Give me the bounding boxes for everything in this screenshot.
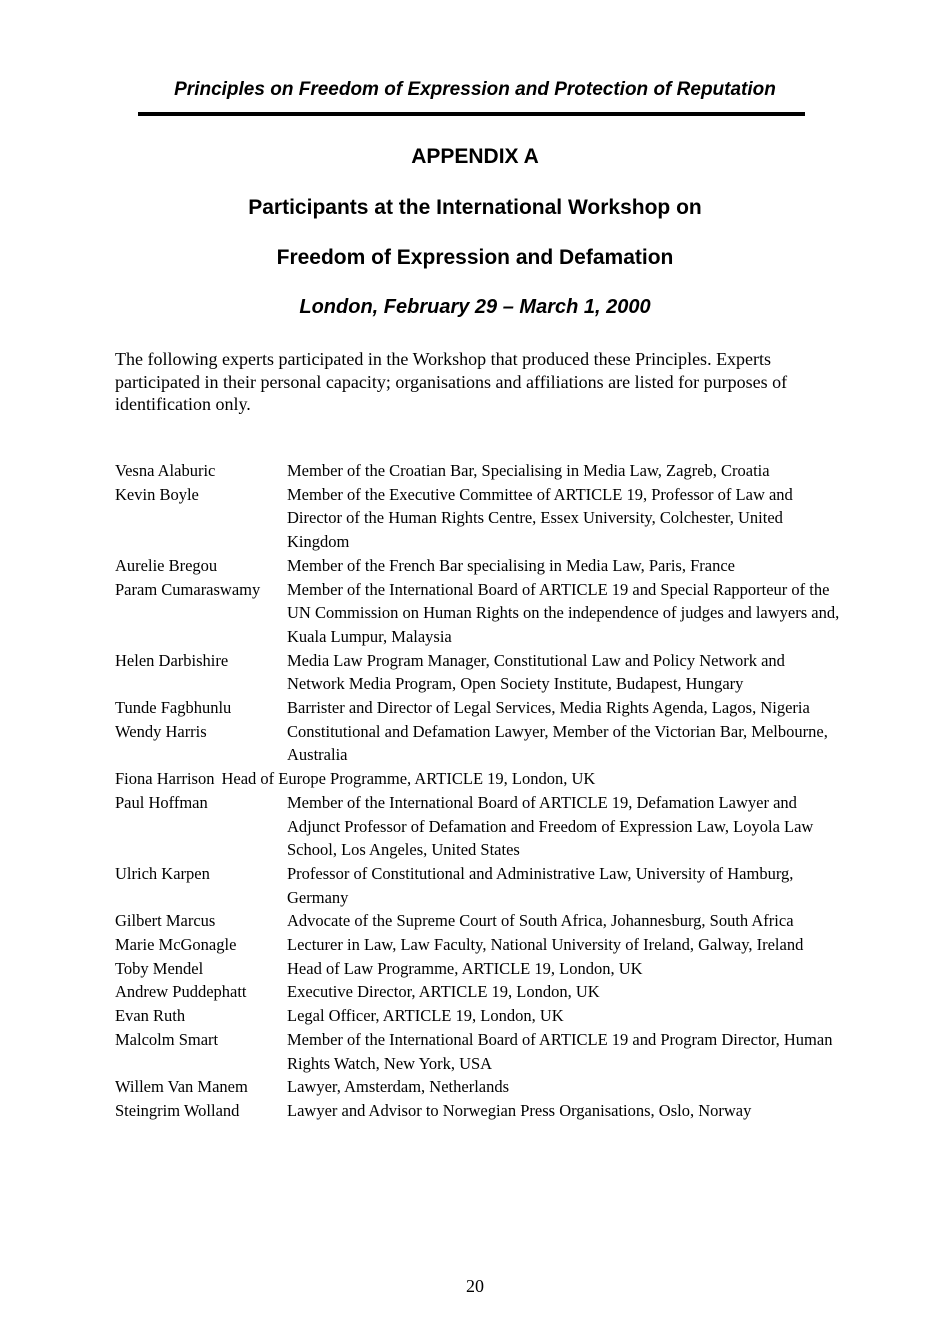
participant-name: Willem Van Manem bbox=[115, 1077, 248, 1097]
participant-affiliation: Member of the Executive Committee of ARTICLE 19, Professor of Law and Director of the Human Rights Centre, Essex University, Colchester, United Kingdom bbox=[287, 484, 793, 552]
page-number: 20 bbox=[466, 1276, 484, 1296]
participant-affiliation: Member of the International Board of ARTICLE 19 and Program Director, Human Rights Watch, New York, USA bbox=[287, 1029, 833, 1073]
participant-name: Aurelie Bregou bbox=[115, 555, 218, 575]
participant-row bbox=[115, 459, 840, 483]
participant-name: Vesna Alaburic bbox=[115, 461, 216, 480]
participant-row bbox=[115, 1099, 840, 1123]
participant-name: Marie McGonagle bbox=[115, 935, 237, 955]
participant-name: Gilbert Marcus bbox=[115, 911, 216, 931]
participant-name: Evan Ruth bbox=[115, 1006, 186, 1026]
participant-name: Tunde Fagbhunlu bbox=[115, 698, 232, 718]
participant-row bbox=[115, 720, 840, 767]
participant-affiliation: Legal Officer, ARTICLE 19, London, UK bbox=[287, 1006, 564, 1026]
participant-row bbox=[115, 980, 840, 1004]
participant-affiliation: Lawyer and Advisor to Norwegian Press Organisations, Oslo, Norway bbox=[287, 1100, 752, 1120]
participant-row bbox=[115, 696, 840, 720]
participant-row bbox=[115, 483, 840, 554]
participant-row bbox=[115, 933, 840, 957]
appendix-title: APPENDIX A bbox=[411, 145, 539, 168]
participant-name: Fiona Harrison bbox=[115, 769, 215, 789]
running-header: Principles on Freedom of Expression and Protection of Reputation bbox=[174, 79, 776, 100]
participant-row bbox=[115, 1004, 840, 1028]
participant-row bbox=[115, 1028, 840, 1075]
participant-affiliation: Media Law Program Manager, Constitutional Law and Policy Network and Network Media Program, Open Society Institute, Budapest, Hungary bbox=[287, 650, 785, 694]
participant-name: Malcolm Smart bbox=[115, 1029, 219, 1049]
participant-affiliation: Lecturer in Law, Law Faculty, National University of Ireland, Galway, Ireland bbox=[287, 935, 804, 955]
participant-affiliation: Head of Law Programme, ARTICLE 19, London, UK bbox=[287, 958, 643, 978]
participant-row bbox=[115, 767, 840, 791]
participant-row bbox=[115, 957, 840, 981]
participant-affiliation: Advocate of the Supreme Court of South Africa, Johannesburg, South Africa bbox=[287, 911, 794, 931]
participant-name: Kevin Boyle bbox=[115, 484, 199, 504]
participant-name: Ulrich Karpen bbox=[115, 863, 210, 883]
participant-row bbox=[115, 862, 840, 909]
participant-name: Helen Darbishire bbox=[115, 650, 229, 670]
participant-affiliation: Executive Director, ARTICLE 19, London, UK bbox=[287, 982, 600, 1002]
participant-name: Wendy Harris bbox=[115, 721, 207, 741]
participant-name: Steingrim Wolland bbox=[115, 1100, 240, 1120]
participant-name: Paul Hoffman bbox=[115, 792, 208, 812]
participant-row bbox=[115, 554, 840, 578]
participant-name: Param Cumaraswamy bbox=[115, 579, 261, 599]
participant-affiliation: Lawyer, Amsterdam, Netherlands bbox=[287, 1077, 510, 1097]
participant-name: Andrew Puddephatt bbox=[115, 982, 247, 1002]
participant-name: Toby Mendel bbox=[115, 958, 204, 978]
workshop-date: London, February 29 – March 1, 2000 bbox=[299, 296, 651, 318]
participant-affiliation: Member of the Croatian Bar, Specialising in Media Law, Zagreb, Croatia bbox=[287, 461, 770, 480]
header-rule bbox=[138, 112, 805, 116]
intro-paragraph: The following experts participated in the Workshop that produced these Principles. Experts participated in their personal capacity; organisations and affiliations are listed for purposes of identification only. bbox=[115, 349, 788, 414]
participant-affiliation: Constitutional and Defamation Lawyer, Member of the Victorian Bar, Melbourne, Australia bbox=[287, 721, 828, 765]
participants-list bbox=[115, 459, 840, 1123]
participant-row bbox=[115, 578, 840, 649]
participant-affiliation: Member of the French Bar specialising in Media Law, Paris, France bbox=[287, 555, 735, 575]
participant-row bbox=[115, 649, 840, 696]
participant-affiliation: Head of Europe Programme, ARTICLE 19, London, UK bbox=[221, 769, 596, 789]
participant-row bbox=[115, 791, 840, 862]
workshop-title-line-2: Freedom of Expression and Defamation bbox=[276, 246, 674, 269]
participant-affiliation: Member of the International Board of ARTICLE 19, Defamation Lawyer and Adjunct Professor of Defamation and Freedom of Expression Law, Loyola Law School, Los Angeles, United States bbox=[287, 792, 814, 860]
participant-row bbox=[115, 909, 840, 933]
workshop-title-line-1: Participants at the International Workshop on bbox=[248, 196, 702, 219]
participant-row bbox=[115, 1075, 840, 1099]
participant-affiliation: Professor of Constitutional and Administrative Law, University of Hamburg, Germany bbox=[287, 863, 794, 907]
participant-affiliation: Member of the International Board of ARTICLE 19 and Special Rapporteur of the UN Commission on Human Rights on the independence of judges and lawyers and, Kuala Lumpur, Malaysia bbox=[287, 579, 840, 646]
participant-affiliation: Barrister and Director of Legal Services, Media Rights Agenda, Lagos, Nigeria bbox=[287, 698, 810, 718]
